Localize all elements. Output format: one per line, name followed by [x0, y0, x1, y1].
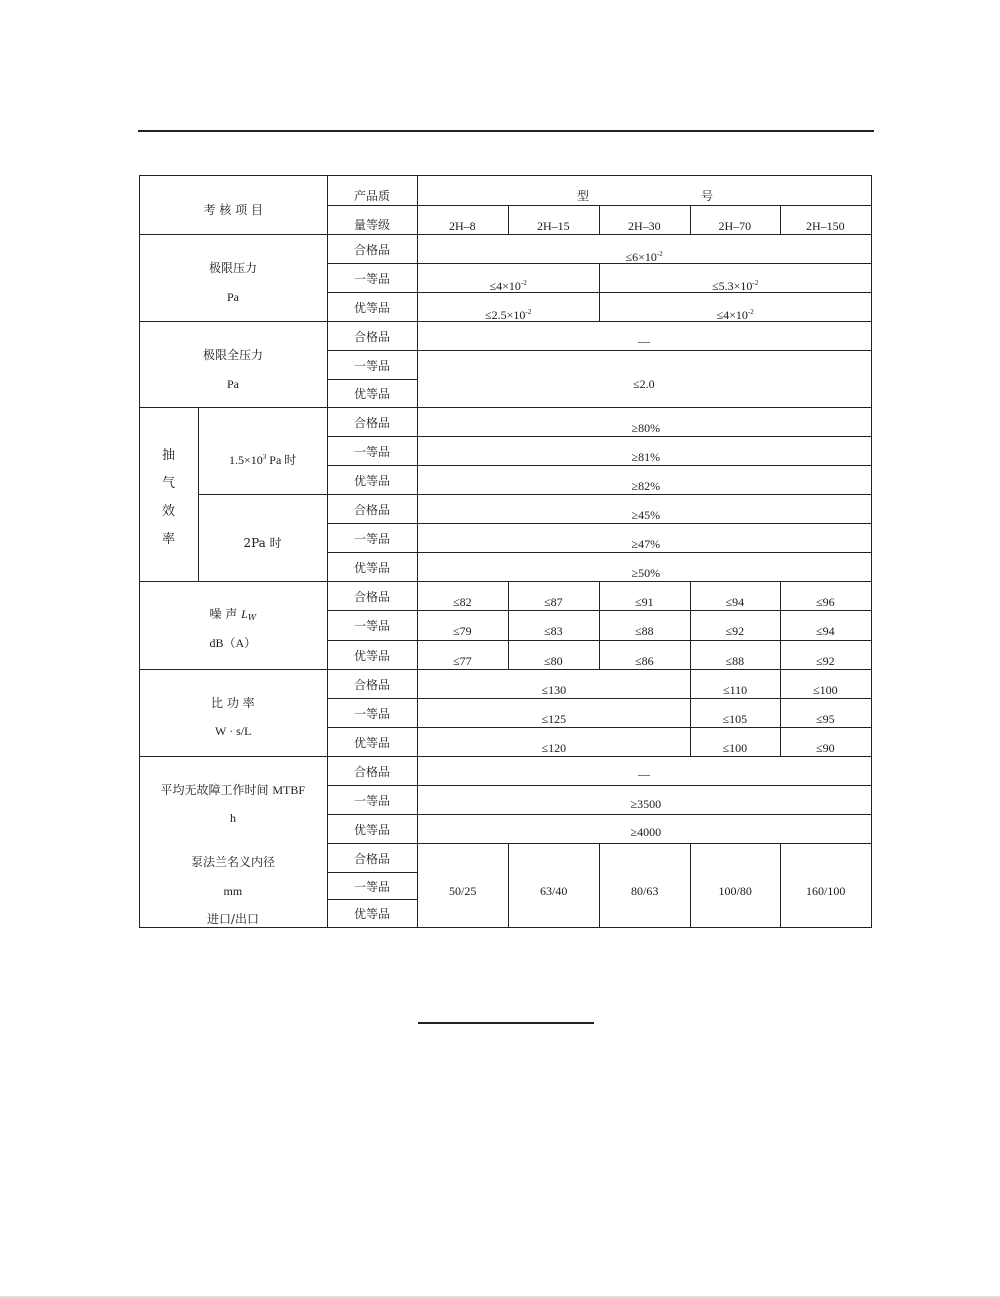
grade-label: 优等品	[354, 648, 391, 663]
noise-value: ≤91	[635, 594, 654, 609]
efficiency-value: ≥80%	[631, 420, 661, 435]
efficiency-value: ≥81%	[631, 449, 661, 464]
noise-value: ≤77	[453, 653, 472, 668]
power-value: ≤100	[813, 682, 838, 697]
power-name: 比 功 率	[211, 696, 255, 710]
flange-value: 63/40	[540, 884, 568, 898]
ultimate-total-name: 极限全压力	[203, 348, 264, 362]
power-value: ≤125	[541, 711, 567, 726]
noise-value: ≤87	[544, 594, 563, 609]
noise-value: ≤86	[635, 653, 654, 668]
model-header-label-b: 号	[701, 189, 714, 203]
grade-label: 一等品	[354, 531, 391, 546]
end-rule	[418, 1022, 594, 1024]
mtbf-first-value: ≥3500	[630, 797, 662, 811]
efficiency-value: ≥47%	[631, 536, 661, 551]
grade-label: 合格品	[354, 502, 391, 517]
ultimate-item-cell	[139, 234, 328, 322]
efficiency-value: ≥82%	[631, 478, 661, 493]
efficiency-name-char: 抽	[162, 448, 176, 463]
noise-value: ≤83	[544, 624, 563, 638]
noise-unit: dB（A）	[209, 636, 257, 650]
ultimate-total-item-cell	[139, 321, 328, 408]
grade-label: 合格品	[354, 764, 391, 779]
efficiency-cond2: 2Pa 时	[243, 536, 282, 550]
efficiency-name-char: 率	[162, 532, 176, 547]
grade-label: 合格品	[354, 851, 391, 866]
ultimate-qualified-value: $\le 6\times 10^{-2}$	[625, 250, 663, 264]
noise-value: ≤94	[725, 594, 745, 609]
grade-label: 合格品	[354, 677, 391, 692]
grade-header-top: 产品质	[354, 189, 391, 203]
ultimate-unit: Pa	[227, 290, 239, 304]
header-rule	[138, 130, 874, 132]
grade-label: 合格品	[354, 329, 391, 344]
noise-value: ≤92	[725, 624, 745, 638]
model-name: 2H–15	[537, 219, 570, 233]
noise-item-cell	[139, 581, 328, 670]
noise-value: ≤79	[453, 624, 472, 638]
grade-label: 一等品	[354, 619, 391, 633]
grade-label: 优等品	[354, 735, 391, 750]
efficiency-name-char: 效	[162, 504, 176, 519]
flange-note: 进口/出口	[207, 912, 260, 926]
noise-value: ≤88	[635, 624, 654, 638]
power-value: ≤95	[816, 711, 835, 726]
power-value: ≤90	[816, 740, 835, 755]
grade-label: 一等品	[354, 879, 391, 894]
grade-label: 合格品	[354, 242, 391, 257]
efficiency-value: ≥45%	[631, 507, 661, 522]
ultimate-total-unit: Pa	[227, 377, 239, 391]
power-item-cell	[139, 669, 328, 757]
grade-label: 优等品	[354, 907, 391, 921]
noise-value: ≤88	[725, 653, 745, 668]
power-value: ≤110	[723, 682, 748, 697]
efficiency-name-char: 气	[162, 476, 176, 491]
grade-label: 优等品	[354, 387, 391, 401]
efficiency-cond1: $1.5\times 10^3$ Pa 时	[229, 453, 297, 467]
flange-value: 160/100	[806, 884, 846, 898]
power-value: ≤105	[722, 711, 748, 726]
power-value: ≤100	[722, 740, 748, 755]
grade-label: 一等品	[354, 444, 391, 459]
grade-label: 优等品	[354, 560, 391, 575]
grade-label: 合格品	[354, 415, 391, 430]
flange-value: 100/80	[718, 884, 752, 898]
grade-label: 优等品	[354, 473, 391, 488]
noise-name: 噪 声 $L_W$	[209, 607, 257, 622]
model-name: 2H–70	[718, 219, 752, 233]
model-name: 2H–8	[449, 219, 476, 233]
noise-value: ≤92	[816, 653, 835, 668]
mtbf-unit: h	[230, 811, 236, 825]
model-header-cell	[417, 175, 872, 206]
efficiency-item-cell	[139, 407, 199, 582]
flange-name: 泵法兰名义内径	[191, 855, 276, 869]
grade-label: 一等品	[354, 271, 391, 286]
grade-label: 一等品	[354, 793, 391, 808]
model-name: 2H–30	[628, 219, 661, 233]
ultimate-superior-b-value: $\le 4\times 10^{-2}$	[716, 308, 754, 322]
noise-value: ≤80	[544, 653, 563, 668]
grade-label: 一等品	[354, 358, 391, 373]
ultimate-first-a-value: $\le 4\times 10^{-2}$	[489, 279, 527, 293]
mtbf-flange-item-cell	[139, 756, 328, 928]
power-value: ≤130	[541, 682, 567, 697]
flange-unit: mm	[223, 884, 243, 898]
noise-value: ≤96	[816, 594, 835, 609]
power-unit: W · s/L	[215, 724, 252, 738]
grade-label: 优等品	[354, 822, 391, 837]
efficiency-value: ≥50%	[631, 565, 661, 580]
ultimate-total-other-value: ≤2.0	[633, 377, 655, 391]
flange-value: 50/25	[449, 884, 477, 898]
ultimate-first-b-value: $\le 5.3\times 10^{-2}$	[712, 279, 759, 293]
grade-label: 一等品	[354, 706, 391, 721]
ultimate-superior-a-value: $\le 2.5\times 10^{-2}$	[485, 308, 532, 322]
flange-value: 80/63	[631, 884, 659, 898]
mtbf-name: 平均无故障工作时间 MTBF	[160, 783, 306, 797]
ultimate-total-qualified-value: —	[638, 334, 650, 348]
grade-header-bottom: 量等级	[354, 218, 391, 232]
model-name: 2H–150	[806, 219, 845, 233]
grade-label: 优等品	[354, 300, 391, 315]
item-header: 考 核 项 目	[203, 203, 263, 217]
noise-value: ≤94	[816, 624, 835, 638]
mtbf-superior-value: ≥4000	[630, 825, 662, 839]
mtbf-qualified-value: —	[638, 767, 650, 781]
grade-label: 合格品	[354, 589, 391, 604]
noise-value: ≤82	[453, 594, 472, 609]
ultimate-name: 极限压力	[209, 261, 258, 275]
power-value: ≤120	[541, 740, 567, 755]
model-header-label-a: 型	[577, 189, 590, 203]
